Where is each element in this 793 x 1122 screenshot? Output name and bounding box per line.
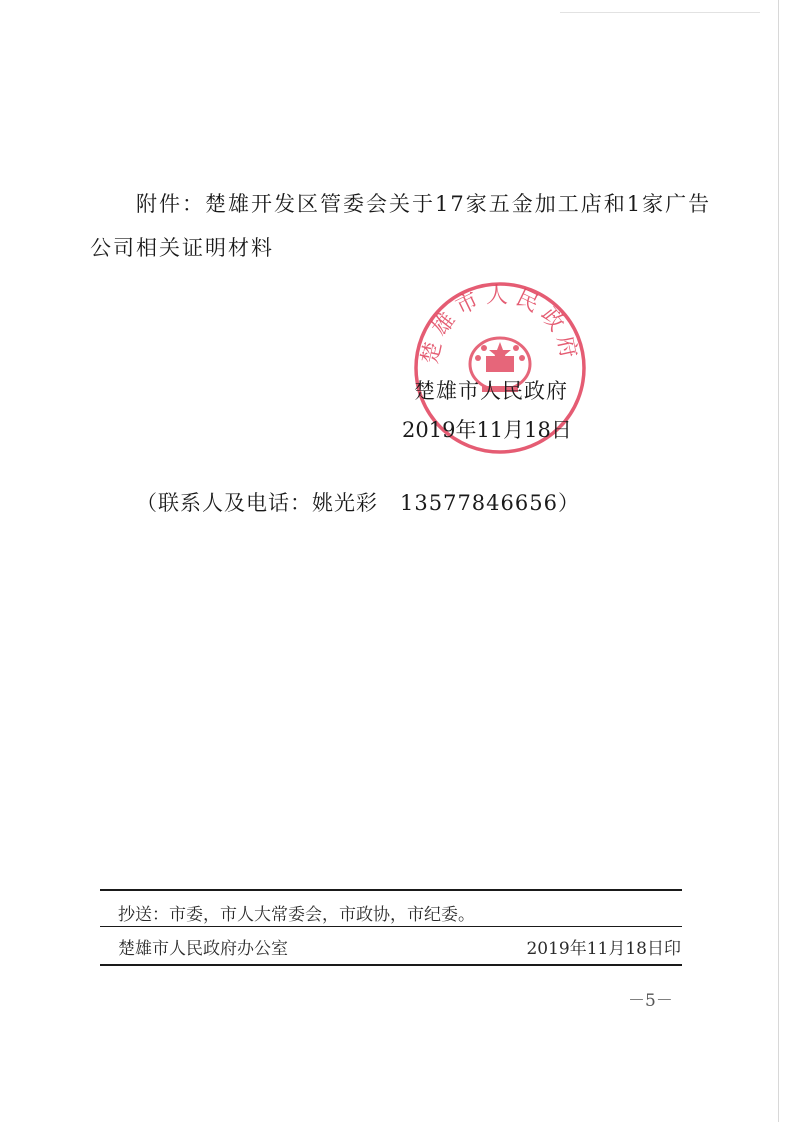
page-number: －5－	[628, 991, 673, 1011]
scan-artifact-line	[560, 12, 760, 13]
print-date: 2019年11月18日印	[526, 939, 681, 959]
attachment-line-2: 公司相关证明材料	[90, 236, 274, 260]
attachment-line-1: 附件：楚雄开发区管委会关于17家五金加工店和1家广告	[136, 192, 712, 216]
cc-recipients: 抄送：市委，市人大常委会，市政协，市纪委。	[118, 905, 475, 925]
footer-middle-rule	[100, 926, 682, 927]
issue-date: 2019年11月18日	[402, 418, 572, 442]
scan-edge-line	[778, 0, 779, 1122]
contact-info: （联系人及电话：姚光彩 13577846656）	[136, 491, 580, 515]
seal-text: 楚雄市人民政府	[417, 283, 583, 367]
issuer-name: 楚雄市人民政府	[414, 379, 568, 403]
footer-top-rule	[100, 889, 682, 891]
issuing-office: 楚雄市人民政府办公室	[118, 939, 288, 959]
footer-bottom-rule	[100, 964, 682, 966]
